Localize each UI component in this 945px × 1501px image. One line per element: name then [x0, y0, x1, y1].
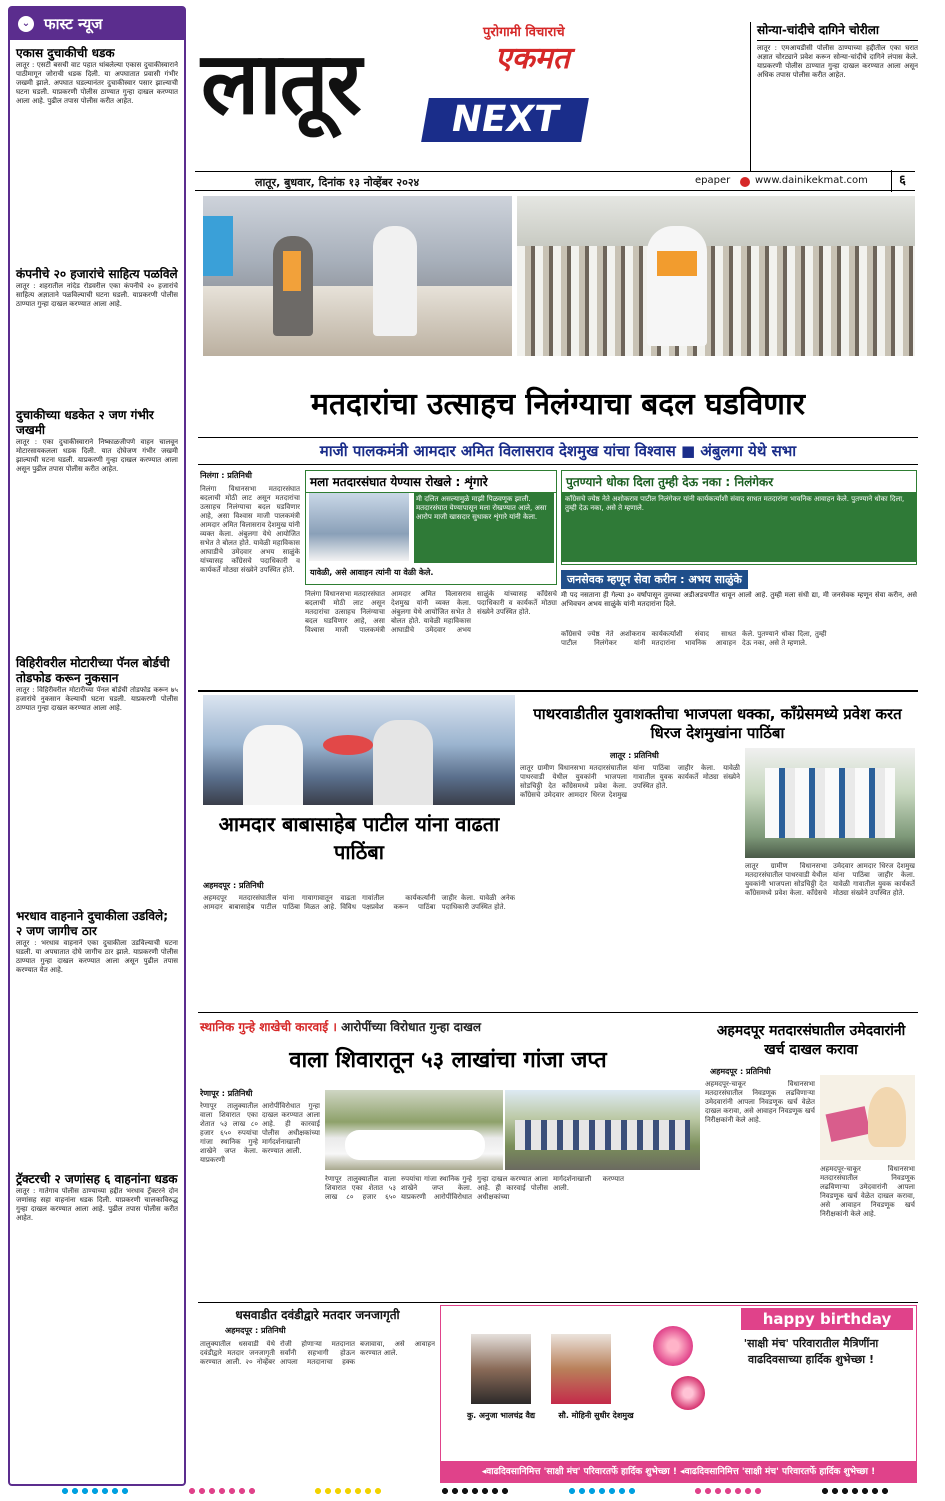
- web-icon: [740, 177, 750, 187]
- box-body: काँग्रेसचे ज्येष्ठ नेते अशोकराव पाटील निलंगेकर यांनी कार्यकर्त्यांशी संवाद साधत मतदारांना भावनिक आवाहन केले. पुतण्याने धोका दिला, तुम्ही देऊ नका, असे ते म्हणाले.: [562, 492, 916, 562]
- dhasvadi-headline: धसवाडीत दवंडीद्वारे मतदार जनजागृती: [235, 1308, 400, 1322]
- box-body: मी दलित असल्यामुळे माझी पिळवणूक झाली. मतदारसंघात येण्यापासून मला रोखण्यात आले, असा आरोप माजी खासदार सुधाकर शृंगारे यांनी केला.: [414, 493, 554, 563]
- left-story: [16, 46, 178, 259]
- story-headline: सोन्या-चांदीचे दागिने चोरीला: [757, 22, 918, 41]
- fast-news-label: [10, 8, 184, 40]
- box-headline: जनसेवक म्हणून सेवा करीन : अभय साळुंके: [561, 570, 748, 589]
- dateline: लातूर, बुधवार, दिनांक १३ नोव्हेंबर २०२४: [255, 176, 420, 189]
- story-headline: विहिरीवरील मोटारीच्या पॅनल बोर्डची तोडफोड करून नुकसान: [16, 656, 170, 685]
- pathar-headline: पाथरवाडीतील युवाशक्तीचा भाजपला धक्का, काँग्रेसमध्ये प्रवेश करत धिरज देशमुखांना पाठिंबा: [533, 705, 902, 742]
- story-headline: ट्रॅक्टरची २ जणांसह ६ वाहनांना धडक: [16, 1172, 178, 1186]
- left-column: [8, 6, 186, 1486]
- person-photo-2: [551, 1334, 611, 1404]
- lead-headline: मतदारांचा उत्साहच निलंग्याचा बदल घडविणार: [311, 387, 805, 422]
- story-body: लातूर : भरधाव वाहनाने एका दुचाकीला उडविल्याची घटना घडली. या अपघातात दोघे जागीच ठार झाले. याप्रकरणी पोलीस ठाण्यात गुन्हा दाखल करण्यात आला असून पुढील तपास करण्यात येत आहे.: [16, 939, 178, 974]
- left-stories: [10, 40, 184, 1337]
- patil-headline: आमदार बाबासाहेब पाटील यांना वाढता पाठिंबा: [218, 812, 500, 864]
- left-story: [16, 267, 178, 400]
- patil-body: अहमदपूर मतदारसंघातील आमदार बाबासाहेब पाटील यांना गावागावातून वाढता पाठिंबा मिळत आहे. विविध गावांतील कार्यकर्त्यांनी पक्षप्रवेश करून पाठिंबा जाहीर केला. यावेळी अनेक पदाधिकारी उपस्थित होते.: [203, 894, 515, 911]
- shringare-photo: [309, 493, 409, 561]
- flower-icon: [671, 1376, 705, 1410]
- pathar-body: लातूर ग्रामीण विधानसभा मतदारसंघातील पाथरवाडी येथील युवकांनी भाजपला सोडचिठ्ठी देत काँग्रेसमध्ये प्रवेश केला. काँग्रेसचे उमेदवार आमदार धिरज देशमुख यांना पाठिंबा जाहीर केला. यावेळी गावातील युवक कार्यकर्ते मोठ्या संख्येने उपस्थित होते.: [520, 764, 740, 799]
- birthday-banner: happy birthday: [741, 1308, 913, 1330]
- story-headline: दुचाकीच्या धडकेत २ जण गंभीर जखमी: [16, 408, 154, 437]
- dateline-strip: [195, 171, 915, 191]
- story-body: लातूर : एमआयडीसी पोलीस ठाण्याच्या हद्दीतील एका घरात अज्ञात चोरट्याने प्रवेश करून सोन्या-चांदीचे दागिने लंपास केले. याप्रकरणी पोलीस ठाण्यात गुन्हा दाखल करण्यात आला असून अधिक तपास पोलीस करीत आहेत.: [757, 44, 918, 79]
- person-name-2: सौ. मोहिनी सुधीर देशमुख: [558, 1411, 634, 1420]
- dhasvadi-byline: अहमदपूर : प्रतिनिधी: [225, 1326, 286, 1335]
- rally-photo-stage: [203, 196, 512, 356]
- box-caption: यावेळी, असे आवाहन त्यांनी या वेळी केले.: [310, 568, 434, 577]
- patil-body-col: [203, 880, 515, 1010]
- kicker-text: आरोपींच्या विरोधात गुन्हा दाखल: [341, 1020, 482, 1034]
- pathar-byline: लातूर : प्रतिनिधी: [610, 751, 659, 760]
- box-headline: पुतण्याने धोका दिला तुम्ही देऊ नका : निलंगेकर: [566, 475, 774, 489]
- rally-photo-crowd: [517, 196, 915, 356]
- lead-column: [200, 470, 300, 685]
- ganja-body-col: [200, 1088, 320, 1298]
- story-body: लातूर : शहरातील नांदेड रोडवरील एका कंपनीचे २० हजारांचे साहित्य अज्ञाताने पळविल्याची घटना घडली. याप्रकरणी पोलीस ठाण्यात गुन्हा दाखल करण्यात आला आहे.: [16, 282, 178, 308]
- lead-continuation: [305, 590, 557, 685]
- left-story: [16, 656, 178, 901]
- nilangekar-box: [561, 470, 917, 565]
- ahmedpur-body-2: अहमदपूर-चाकूर विधानसभा मतदारसंघातील निवडणूक लढविणाऱ्या उमेदवारांनी आपला निवडणूक खर्च वेळेत दाखल करावा, असे आवाहन निवडणूक खर्च निरीक्षकांनी केले आहे.: [820, 1165, 915, 1218]
- website-link[interactable]: www.dainikekmat.com: [755, 175, 868, 186]
- ahmedpur-byline: अहमदपूर : प्रतिनिधी: [710, 1067, 771, 1076]
- dhasvadi-body-col: [200, 1340, 435, 1470]
- story-headline: कंपनीचे २० हजारांचे साहित्य पळविले: [16, 267, 178, 281]
- nilangekar-continuation: [561, 630, 917, 685]
- chevron-down-icon: ⌄: [18, 16, 34, 32]
- salunke-box: [561, 568, 917, 628]
- ganja-photo-1: [325, 1090, 503, 1170]
- ganja-body: रेणापूर तालुक्यातील वाला शिवारात एका शेतात ५३ लाख ८० हजार ६५० रुपयांचा गांजा स्थानिक गुन्हे शाखेने जप्त केला. याप्रकरणी आरोपींविरोधात गुन्हा दाखल करण्यात आला आहे. ही कारवाई पोलीस अधीक्षकांच्या मार्गदर्शनाखाली करण्यात आली.: [200, 1102, 320, 1164]
- brand-name: एकमत: [495, 41, 570, 76]
- ahmedpur-headline: अहमदपूर मतदारसंघातील उमेदवारांनी खर्च दाखल करावा: [716, 1023, 906, 1058]
- patil-byline: अहमदपूर : प्रतिनिधी: [203, 881, 264, 890]
- top-right-story: [750, 22, 918, 172]
- birthday-heading: 'साक्षी मंच' परिवारातील मैत्रिणींना वाढदिवसाच्या हार्दिक शुभेच्छा !: [743, 1337, 879, 1366]
- ganja-body-col-2: [325, 1175, 700, 1300]
- ganja-byline: रेणापूर : प्रतिनिधी: [200, 1089, 253, 1098]
- ahmedpur-illustration: [820, 1075, 915, 1160]
- birthday-box: [440, 1305, 917, 1483]
- left-story: [16, 408, 178, 648]
- left-story: [16, 909, 178, 1164]
- left-story: [16, 1172, 178, 1337]
- page-number: ६: [891, 170, 913, 192]
- divider: [198, 1012, 918, 1013]
- masthead-logo: लातूर: [201, 34, 360, 134]
- lead-continuation-text: निलंगा विधानसभा मतदारसंघात बदलाची मोठी लाट असून मतदारांचा उत्साहच निलंग्याचा बदल घडविणार आहे, असा विश्वास माजी पालकमंत्री आमदार अमित विलासराव देशमुख यांनी व्यक्त केला. अंबुलगा येथे आयोजित सभेत ते बोलत होते. यावेळी महाविकास आघाडीचे उमेदवार अभय साळुंके यांच्यासह काँग्रेसचे पदाधिकारी व कार्यकर्ते मोठ्या संख्येने उपस्थित होते.: [305, 590, 557, 634]
- story-headline: एकास दुचाकीची धडक: [16, 46, 115, 60]
- pathar-photo: [745, 748, 915, 858]
- box-headline: मला मतदारसंघात येण्यास रोखले : शृंगारे: [306, 471, 556, 493]
- person-name-1: कु. अनुजा भालचंद्र वैद्य: [466, 1411, 536, 1420]
- ahmedpur-body: अहमदपूर-चाकूर विधानसभा मतदारसंघातील निवडणूक लढविणाऱ्या उमेदवारांनी आपला निवडणूक खर्च वेळेत दाखल करावा, असे आवाहन निवडणूक खर्च निरीक्षकांनी केले आहे.: [705, 1080, 815, 1124]
- story-body: लातूर : एका दुचाकीस्वाराने निष्काळजीपणे वाहन चालवून मोटारसायकलला धडक दिली. यात दोघेजण गंभीर जखमी झाल्याची घटना घडली. याप्रकरणी गुन्हा दाखल करण्यात आला असून पुढील तपास पोलीस करीत आहेत.: [16, 438, 178, 473]
- dhasvadi-body: तालुक्यातील धसवाडी येथे दवंडीद्वारे मतदार जनजागृती करण्यात आली. २० नोव्हेंबर रोजी होणाऱ्या मतदानात सर्वांनी सहभागी होऊन आपला मतदानाचा हक्क बजावावा, असे आवाहन करण्यात आले.: [200, 1340, 435, 1366]
- continuation-text: काँग्रेसचे ज्येष्ठ नेते अशोकराव पाटील निलंगेकर यांनी कार्यकर्त्यांशी संवाद साधत मतदारांना भावनिक आवाहन केले. पुतण्याने धोका दिला, तुम्ही देऊ नका, असे ते म्हणाले.: [561, 630, 827, 647]
- person-photo-1: [471, 1334, 531, 1404]
- box-body: मी पद नसताना ही गेल्या ३० वर्षांपासून तुमच्या अडीअडचणीत धावून आलो आहे. तुम्ही मला संधी द्या, मी जनसेवक म्हणून सेवा करीन, असे अभिवचन अभय साळुंके यांनी मतदारांना दिले.: [561, 591, 917, 608]
- fast-news-title: फास्ट न्यूज: [44, 15, 103, 33]
- ahmedpur-body-col: [705, 1080, 815, 1295]
- divider: [198, 1302, 918, 1303]
- brand-tagline: पुरोगामी विचाराचे: [483, 25, 565, 40]
- next-logo: NEXT: [421, 98, 589, 142]
- registration-strip: [60, 1486, 890, 1498]
- ganja-kicker: [200, 1018, 700, 1035]
- ganja-photo-2: [505, 1090, 700, 1170]
- shringare-box: [305, 470, 557, 585]
- story-body: लातूर : गातेगाव पोलीस ठाण्याच्या हद्दीत भरधाव ट्रॅक्टरने दोन जणांसह सहा वाहनांना धडक दिली. याप्रकरणी चालकाविरुद्ध गुन्हा दाखल करण्यात आला आहे. पुढील तपास पोलीस करीत आहेत.: [16, 1187, 178, 1222]
- masthead: [195, 20, 740, 170]
- divider: [198, 690, 918, 692]
- pathar-body-col-2: [745, 862, 915, 1007]
- birthday-footer: ◂वाढदिवसानिमित्त 'साक्षी मंच' परिवारतर्फे हार्दिक शुभेच्छा ! ◂वाढदिवसानिमित्त 'साक्षी मंच' परिवारतर्फे हार्दिक शुभेच्छा !: [441, 1461, 916, 1483]
- epaper-label: epaper: [695, 175, 731, 186]
- pathar-body-col: [520, 750, 740, 1005]
- pathar-body-2: लातूर ग्रामीण विधानसभा मतदारसंघातील पाथरवाडी येथील युवकांनी भाजपला सोडचिठ्ठी देत काँग्रेसमध्ये प्रवेश केला. काँग्रेसचे उमेदवार आमदार धिरज देशमुख यांना पाठिंबा जाहीर केला. यावेळी गावातील युवक कार्यकर्ते मोठ्या संख्येने उपस्थित होते.: [745, 862, 915, 897]
- ganja-body-2: रेणापूर तालुक्यातील वाला शिवारात एका शेतात ५३ लाख ८० हजार ६५० रुपयांचा गांजा स्थानिक गुन्हे शाखेने जप्त केला. याप्रकरणी आरोपींविरोधात गुन्हा दाखल करण्यात आला आहे. ही कारवाई पोलीस अधीक्षकांच्या मार्गदर्शनाखाली करण्यात आली.: [325, 1175, 624, 1201]
- story-body: लातूर : विहिरीवरील मोटारीच्या पॅनल बोर्डची तोडफोड करून ७५ हजारांचे नुकसान केल्याची घटना घडली. याप्रकरणी पोलीस ठाण्यात गुन्हा दाखल करण्यात आला आहे.: [16, 686, 178, 712]
- lead-subheadline: माजी पालकमंत्री आमदार अमित विलासराव देशमुख यांचा विश्वास ■ अंबुलगा येथे सभा: [198, 437, 918, 465]
- flower-icon: [653, 1326, 693, 1366]
- lead-byline: निलंगा : प्रतिनिधी: [200, 471, 252, 480]
- patil-photo: [203, 695, 515, 805]
- kicker-red: स्थानिक गुन्हे शाखेची कारवाई ।: [200, 1020, 337, 1034]
- ganja-headline: वाला शिवारातून ५३ लाखांचा गांजा जप्त: [289, 1048, 607, 1073]
- ahmedpur-body-col-2: [820, 1165, 915, 1297]
- story-body: लातूर : एसटी बसची वाट पहात थांबलेल्या एकास दुचाकीस्वाराने पाठीमागून जोराची धडक दिली. या अपघातात प्रवासी गंभीर जखमी झाले. अपघात घडल्यानंतर दुचाकीस्वार पसार झाल्याची घटना घडली. याप्रकरणी पोलीस ठाण्यात गुन्हा दाखल करण्यात आला आहे. पुढील तपास पोलीस करीत आहेत.: [16, 61, 178, 105]
- lead-body: निलंगा विधानसभा मतदारसंघात बदलाची मोठी लाट असून मतदारांचा उत्साहच निलंग्याचा बदल घडविणार आहे, असा विश्वास माजी पालकमंत्री आमदार अमित विलासराव देशमुख यांनी व्यक्त केला. अंबुलगा येथे आयोजित सभेत ते बोलत होते. यावेळी महाविकास आघाडीचे उमेदवार अभय साळुंके यांच्यासह काँग्रेसचे पदाधिकारी व कार्यकर्ते मोठ्या संख्येने उपस्थित होते.: [200, 485, 300, 574]
- story-headline: भरधाव वाहनाने दुचाकीला उडविले; २ जण जागीच ठार: [16, 909, 168, 938]
